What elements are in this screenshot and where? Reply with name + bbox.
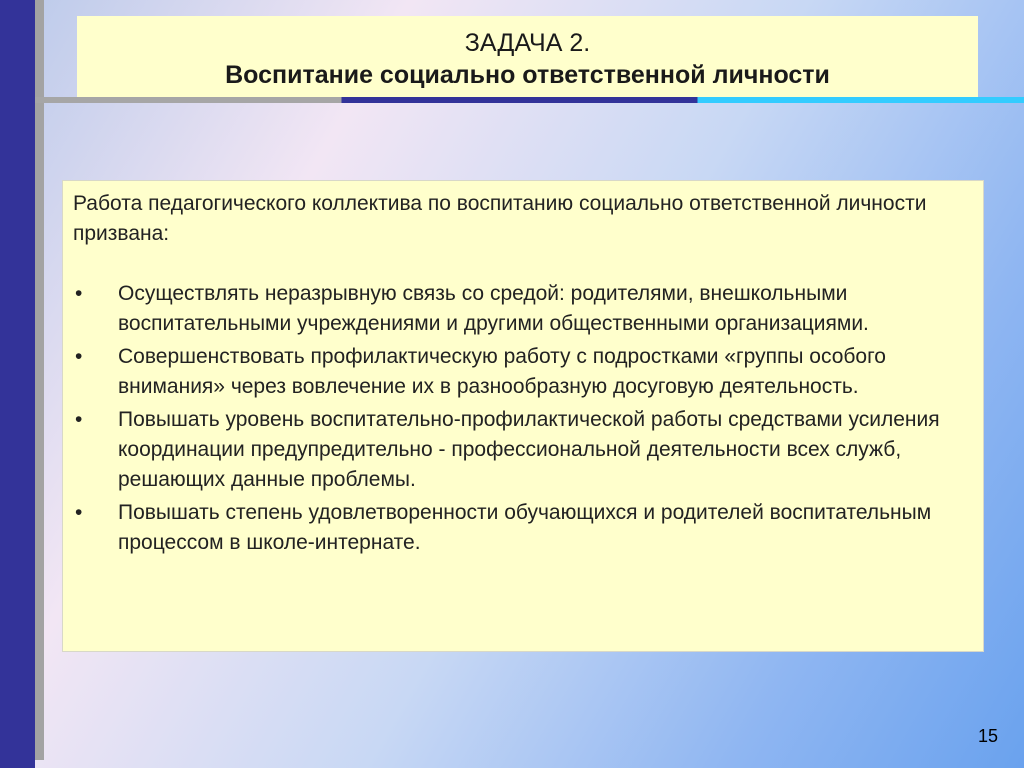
left-decorative-stripe bbox=[35, 0, 44, 760]
left-decorative-bar bbox=[0, 0, 35, 768]
list-item-text: Осуществлять неразрывную связь со средой: родителями, внешкольными воспитательными учреждениями и другими общественными организациями. bbox=[118, 282, 869, 335]
page-number: 15 bbox=[977, 726, 998, 746]
bullet-icon: • bbox=[75, 282, 83, 305]
bullet-icon: • bbox=[75, 345, 83, 368]
bullet-list bbox=[73, 279, 973, 558]
bullet-icon: • bbox=[75, 408, 83, 431]
bullet-icon: • bbox=[75, 501, 83, 524]
list-item bbox=[73, 498, 973, 558]
slide-title: Воспитание социально ответственной личности bbox=[225, 61, 830, 89]
slide-task-number: ЗАДАЧА 2. bbox=[464, 29, 591, 57]
list-item bbox=[73, 279, 973, 339]
content-box bbox=[62, 180, 984, 652]
list-item bbox=[73, 405, 973, 495]
slide-title-box bbox=[77, 16, 978, 97]
list-item-text: Повышать степень удовлетворенности обучающихся и родителей воспитательным процессом в школе-интернате. bbox=[118, 501, 932, 554]
intro-text: Работа педагогического коллектива по воспитанию социально ответственной личности призвана: bbox=[73, 192, 927, 245]
list-item-text: Совершенствовать профилактическую работу с подростками «группы особого внимания» через вовлечение их в разнообразную досуговую деятельность. bbox=[118, 345, 886, 398]
list-item-text: Повышать уровень воспитательно-профилактической работы средствами усиления координации предупредительно - профессиональной деятельности всех служб, решающих данные проблемы. bbox=[118, 408, 940, 491]
title-underline-rule bbox=[35, 97, 1024, 103]
list-item bbox=[73, 342, 973, 402]
